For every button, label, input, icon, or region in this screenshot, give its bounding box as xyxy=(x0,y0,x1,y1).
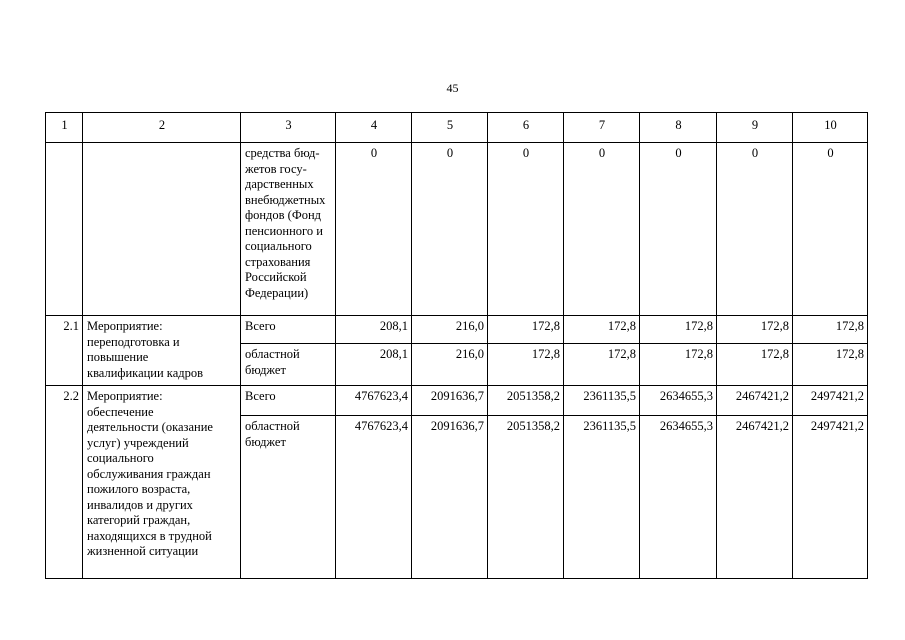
value-cell: 2051358,2 xyxy=(488,386,564,416)
value-cell: 0 xyxy=(717,143,793,316)
funding-source-cell: областной бюджет xyxy=(241,416,336,579)
header-cell: 8 xyxy=(640,113,717,143)
event-cell: Мероприятие: обеспечение деятельности (оказание услуг) учреждений социального обслуживания граждан пожилого возраста, инвалидов и других категорий граждан, находящихся в трудной жизненной ситуации xyxy=(83,386,241,579)
value-cell: 172,8 xyxy=(564,344,640,386)
table-row xyxy=(46,143,868,316)
value-cell: 2467421,2 xyxy=(717,416,793,579)
event-cell: Мероприятие: переподготовка и повышение квалификации кадров xyxy=(83,316,241,386)
funding-source-cell: средства бюд- жетов госу- дарственных внебюджетных фондов (Фонд пенсионного и социального страхования Российской Федерации) xyxy=(241,143,336,316)
value-cell: 172,8 xyxy=(488,316,564,344)
header-cell: 9 xyxy=(717,113,793,143)
event-cell xyxy=(83,143,241,316)
header-cell: 1 xyxy=(46,113,83,143)
value-cell: 2361135,5 xyxy=(564,386,640,416)
value-cell: 172,8 xyxy=(793,316,868,344)
value-cell: 172,8 xyxy=(717,344,793,386)
value-cell: 216,0 xyxy=(412,316,488,344)
row-number-cell: 2.1 xyxy=(46,316,83,386)
value-cell: 2497421,2 xyxy=(793,416,868,579)
value-cell: 0 xyxy=(488,143,564,316)
value-cell: 172,8 xyxy=(793,344,868,386)
funding-source-cell: Всего xyxy=(241,386,336,416)
value-cell: 0 xyxy=(412,143,488,316)
value-cell: 2634655,3 xyxy=(640,416,717,579)
header-row xyxy=(46,113,868,143)
value-cell: 2091636,7 xyxy=(412,416,488,579)
value-cell: 208,1 xyxy=(336,344,412,386)
value-cell: 4767623,4 xyxy=(336,416,412,579)
value-cell: 0 xyxy=(336,143,412,316)
header-cell: 6 xyxy=(488,113,564,143)
header-cell: 3 xyxy=(241,113,336,143)
value-cell: 4767623,4 xyxy=(336,386,412,416)
value-cell: 208,1 xyxy=(336,316,412,344)
value-cell: 2361135,5 xyxy=(564,416,640,579)
funding-source-cell: Всего xyxy=(241,316,336,344)
value-cell: 2091636,7 xyxy=(412,386,488,416)
value-cell: 2051358,2 xyxy=(488,416,564,579)
value-cell: 0 xyxy=(640,143,717,316)
value-cell: 0 xyxy=(564,143,640,316)
value-cell: 172,8 xyxy=(564,316,640,344)
funding-source-cell: областной бюджет xyxy=(241,344,336,386)
table-row xyxy=(46,386,868,416)
header-cell: 10 xyxy=(793,113,868,143)
table-row xyxy=(46,316,868,344)
header-cell: 7 xyxy=(564,113,640,143)
budget-table xyxy=(45,112,868,579)
value-cell: 172,8 xyxy=(640,344,717,386)
value-cell: 216,0 xyxy=(412,344,488,386)
value-cell: 172,8 xyxy=(488,344,564,386)
row-number-cell: 2.2 xyxy=(46,386,83,579)
header-cell: 5 xyxy=(412,113,488,143)
page-number: 45 xyxy=(446,81,459,95)
header-cell: 2 xyxy=(83,113,241,143)
row-number-cell xyxy=(46,143,83,316)
header-cell: 4 xyxy=(336,113,412,143)
value-cell: 172,8 xyxy=(640,316,717,344)
value-cell: 2497421,2 xyxy=(793,386,868,416)
value-cell: 0 xyxy=(793,143,868,316)
value-cell: 2467421,2 xyxy=(717,386,793,416)
value-cell: 172,8 xyxy=(717,316,793,344)
value-cell: 2634655,3 xyxy=(640,386,717,416)
